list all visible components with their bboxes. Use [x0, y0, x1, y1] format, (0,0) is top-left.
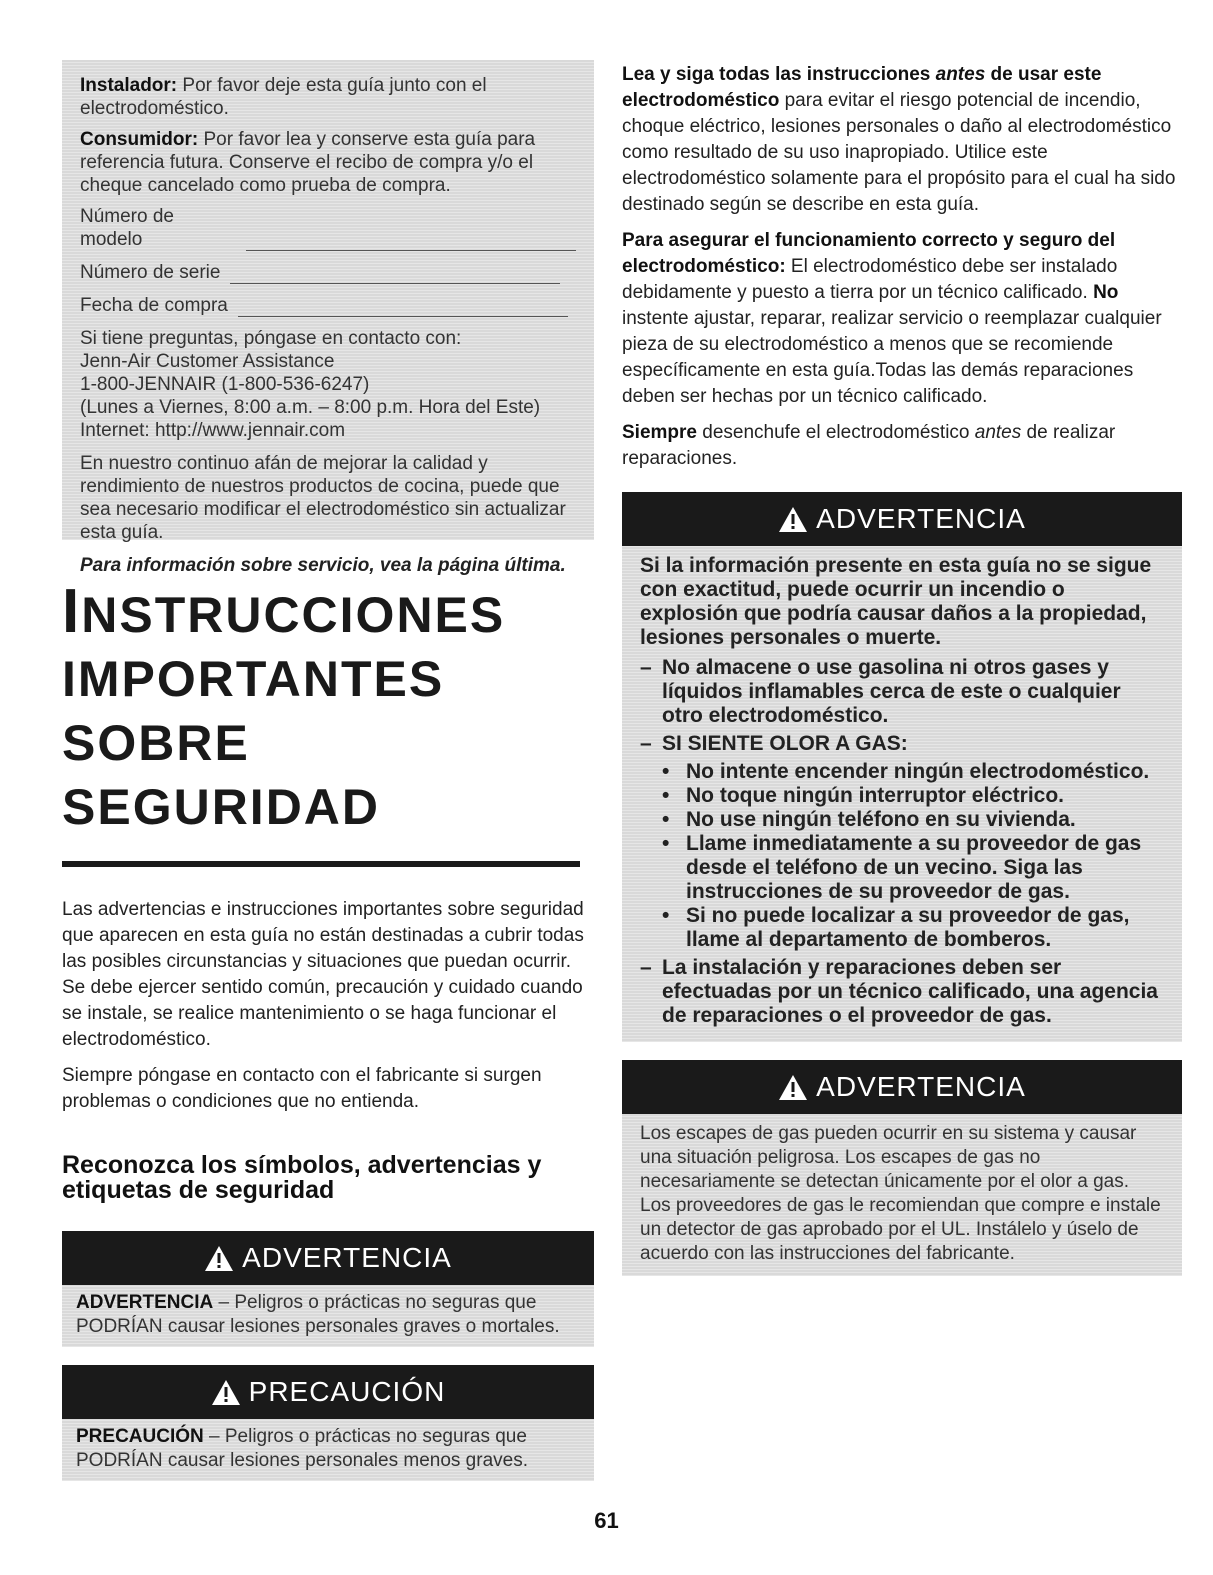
warning-banner-label: ADVERTENCIA — [242, 1242, 452, 1273]
dash-marker: – — [640, 956, 652, 979]
gas-smell-step-3: No use ningún teléfono en su vivienda. — [686, 808, 1076, 831]
gas-smell-step-4: Llame inmediatamente a su proveedor de gas desde el teléfono de un vecino. Siga las instrucciones de su proveedor de gas. — [686, 832, 1142, 903]
list-item — [640, 760, 1164, 784]
warning-triangle-icon — [211, 1379, 241, 1406]
caution-definition-text: – Peligros o prácticas no seguras que PODRÍAN causar lesiones personales menos graves. — [76, 1426, 528, 1471]
gas-smell-step-5: Si no puede localizar a su proveedor de gas, llame al departamento de bomberos. — [686, 904, 1130, 951]
warning-banner — [62, 1231, 594, 1285]
read-instructions-antes: antes — [935, 64, 986, 85]
installer-info-box — [62, 60, 594, 576]
contact-hours: (Lunes a Viernes, 8:00 a.m. – 8:00 p.m. Hora del Este) — [80, 397, 541, 418]
bullet-marker: • — [662, 904, 670, 927]
list-item — [640, 732, 1164, 756]
warning-triangle-icon — [204, 1245, 234, 1272]
gas-warning-banner — [622, 1060, 1182, 1114]
page-title — [62, 577, 594, 839]
serial-label: Número de serie — [80, 262, 221, 283]
fire-explosion-warning-box — [622, 492, 1182, 1042]
read-instructions-bold-a: Lea y siga todas las instrucciones — [622, 64, 936, 85]
unplug-text-b: de realizar reparaciones. — [622, 422, 1116, 469]
proper-operation-text-b: instente ajustar, reparar, realizar servicio o reemplazar cualquier pieza de su electrodoméstico a menos que se recomiende específicamente en esta guía.Todas las demás reparaciones deben ser hechas por un técnico calificado. — [622, 308, 1162, 407]
title-line-3: SEGURIDAD — [62, 779, 381, 835]
contact-phone: 1-800-JENNAIR (1-800-536-6247) — [80, 374, 370, 395]
caution-banner — [62, 1365, 594, 1419]
intro-paragraph: Las advertencias e instrucciones importantes sobre seguridad que aparecen en esta guía no están destinadas a cubrir todas las posibles circunstancias y situaciones que puedan ocurrir. Se debe ejercer sentido común, precaución y cuidado cuando se instale, se realice mantenimiento o se haga funcionar el electrodoméstico. — [62, 899, 584, 1050]
consumer-paragraph — [80, 128, 576, 197]
bullet-marker: • — [662, 808, 670, 831]
left-column — [62, 60, 594, 1495]
caution-definition-label: PRECAUCIÓN — [76, 1426, 204, 1447]
list-item — [640, 904, 1164, 952]
gas-smell-step-2: No toque ningún interruptor eléctrico. — [686, 784, 1064, 807]
unplug-antes: antes — [974, 422, 1022, 443]
consumer-label: Consumidor: — [80, 129, 199, 150]
warning-definition-box — [62, 1231, 594, 1347]
model-line — [246, 236, 576, 251]
warning-triangle-icon — [778, 1074, 808, 1101]
warning-triangle-icon — [778, 506, 808, 533]
fire-warning-item-2: SI SIENTE OLOR A GAS: — [662, 732, 908, 755]
page-number: 61 — [594, 1508, 619, 1533]
read-instructions-text: para evitar el riesgo potencial de incendio, choque eléctrico, lesiones personales o daño al electrodoméstico como resultado de su uso inapropiado. Utilice este electrodoméstico solamente para el propósito para el cual ha sido destinado según se describe en esta guía. — [622, 90, 1176, 215]
list-item — [640, 956, 1164, 1028]
serial-line — [230, 269, 560, 284]
list-item — [640, 656, 1164, 728]
serial-number-field[interactable] — [80, 261, 576, 284]
list-item — [640, 832, 1164, 904]
title-initial: I — [62, 577, 82, 646]
gas-smell-step-1: No intente encender ningún electrodoméstico. — [686, 760, 1150, 783]
proper-operation-no: No — [1093, 282, 1119, 303]
contact-name: Jenn-Air Customer Assistance — [80, 351, 335, 372]
installer-label: Instalador: — [80, 75, 178, 96]
gas-warning-text: Los escapes de gas pueden ocurrir en su sistema y causar una situación peligrosa. Los escapes de gas no necesariamente se detectan únicamente por el olor a gas. Los proveedores de gas le recomiendan que compre e instale un detector de gas aprobado por el UL. Instálelo y úselo de acuerdo con las instrucciones del fabricante. — [640, 1123, 1161, 1264]
purchase-date-field[interactable] — [80, 294, 576, 317]
title-line-2: IMPORTANTES SOBRE — [62, 651, 445, 771]
read-instructions-paragraph — [622, 62, 1182, 218]
list-item — [640, 808, 1164, 832]
fire-warning-banner — [622, 492, 1182, 546]
proper-operation-paragraph — [622, 228, 1182, 410]
dash-marker: – — [640, 656, 652, 679]
fire-warning-banner-label: ADVERTENCIA — [816, 503, 1026, 534]
model-number-field[interactable] — [80, 205, 576, 251]
fire-warning-intro: Si la información presente en esta guía no se sigue con exactitud, puede ocurrir un incendio o explosión que podría causar daños a la propiedad, lesiones personales o muerte. — [640, 554, 1152, 649]
title-line-1-rest: NSTRUCCIONES — [81, 587, 506, 643]
contact-web-link[interactable]: Internet: http://www.jennair.com — [80, 420, 346, 441]
unplug-paragraph — [622, 420, 1182, 472]
contact-intro: Si tiene preguntas, póngase en contacto con: — [80, 328, 462, 349]
read-instructions-bold-b: de usar este electrodoméstico — [622, 64, 1102, 111]
proper-operation-bold: Para asegurar el funcionamiento correcto y seguro del electrodoméstico: — [622, 230, 1116, 277]
unplug-text-a: desenchufe el electrodoméstico — [696, 422, 975, 443]
warning-definition — [62, 1285, 594, 1347]
unplug-bold: Siempre — [622, 422, 697, 443]
fire-warning-item-3: La instalación y reparaciones deben ser efectuadas por un técnico calificado, una agencia de reparaciones o el proveedor de gas. — [662, 956, 1158, 1027]
title-divider — [62, 861, 580, 867]
gas-warning-banner-label: ADVERTENCIA — [816, 1071, 1026, 1102]
gas-leak-warning-box — [622, 1060, 1182, 1276]
contact-manufacturer-paragraph: Siempre póngase en contacto con el fabricante si surgen problemas o condiciones que no entienda. — [62, 1065, 542, 1112]
date-label: Fecha de compra — [80, 295, 228, 316]
bullet-marker: • — [662, 832, 670, 855]
bullet-marker: • — [662, 784, 670, 807]
bullet-marker: • — [662, 760, 670, 783]
fire-warning-item-1: No almacene o use gasolina ni otros gases y líquidos inflamables cerca de este o cualquier otro electrodoméstico. — [662, 656, 1121, 727]
installer-paragraph — [80, 74, 576, 120]
consumer-text: Por favor lea y conserve esta guía para referencia futura. Conserve el recibo de compra y/o el cheque cancelado como prueba de compra. — [80, 129, 536, 196]
caution-banner-label: PRECAUCIÓN — [248, 1376, 446, 1407]
caution-definition-box — [62, 1365, 594, 1481]
contact-block — [80, 327, 576, 442]
proper-operation-text-a: El electrodoméstico debe ser instalado debidamente y puesto a tierra por un técnico calificado. — [622, 256, 1118, 303]
warning-definition-text: – Peligros o prácticas no seguras que PODRÍAN causar lesiones personales graves o mortales. — [76, 1292, 560, 1337]
date-line — [238, 302, 568, 317]
installer-text: Por favor deje esta guía junto con el electrodoméstico. — [80, 75, 487, 119]
list-item — [640, 784, 1164, 808]
title-line-1 — [62, 577, 594, 647]
warning-definition-label: ADVERTENCIA — [76, 1292, 214, 1313]
caution-definition — [62, 1419, 594, 1481]
right-column — [622, 62, 1182, 1290]
dash-marker: – — [640, 732, 652, 755]
section-heading: Reconozca los símbolos, advertencias y etiquetas de seguridad — [62, 1151, 542, 1204]
service-note: Para información sobre servicio, vea la página última. — [80, 555, 566, 576]
improvement-note: En nuestro continuo afán de mejorar la calidad y rendimiento de nuestros productos de cocina, puede que sea necesario modificar el electrodoméstico sin actualizar esta guía. — [80, 453, 566, 543]
model-label: Número de modelo — [80, 206, 174, 250]
fire-warning-body — [622, 546, 1182, 1042]
